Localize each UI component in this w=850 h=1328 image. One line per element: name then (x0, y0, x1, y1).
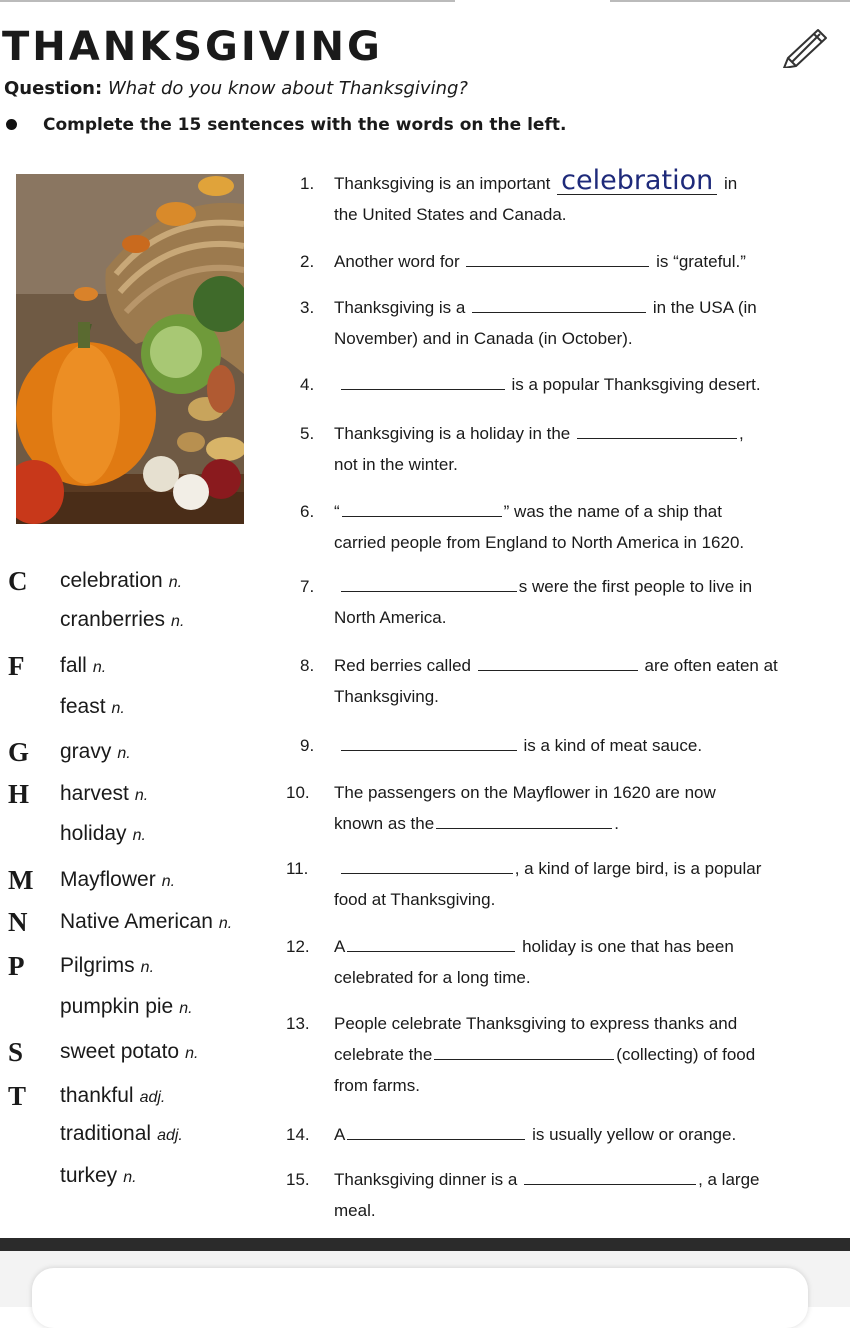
blank-8[interactable] (478, 652, 638, 671)
question-text: What do you know about Thanksgiving? (107, 78, 468, 99)
word-bank-item: feast n. (60, 695, 125, 718)
blank-11[interactable] (341, 855, 513, 874)
blank-3[interactable] (472, 294, 646, 313)
blank-2[interactable] (466, 248, 649, 267)
word-bank-item: P Pilgrims n. (8, 951, 155, 981)
blank-12[interactable] (347, 933, 515, 952)
sentence-3: 3. Thanksgiving is a in the USA (in November) and in Canada (in October). (300, 292, 757, 354)
bullet-icon (6, 119, 17, 130)
blank-15[interactable] (524, 1166, 696, 1185)
word-bank-item: holiday n. (60, 822, 146, 845)
word-bank-item: C celebration n. (8, 566, 183, 596)
word-bank-item: turkey n. (60, 1164, 137, 1187)
word-bank-item: N Native American n. (8, 907, 233, 937)
word-bank-item: T thankful adj. (8, 1081, 166, 1111)
sentence-8: 8. Red berries called are often eaten at Thanksgiving. (300, 650, 778, 712)
sentence-1: 1. Thanksgiving is an important celebration in the United States and Canada. (300, 165, 738, 224)
instruction (4, 115, 566, 135)
sentence-12: 12. A holiday is one that has been celebrated for a long time. (286, 931, 734, 993)
bottom-card[interactable] (32, 1268, 808, 1328)
word-bank-item: M Mayflower n. (8, 865, 176, 895)
sentence-9: 9. is a kind of meat sauce. (300, 730, 702, 761)
blank-6[interactable] (342, 498, 502, 517)
sentence-6: 6. “ ” was the name of a ship that carried people from England to North America in 1620. (300, 496, 744, 558)
sentence-5: 5. Thanksgiving is a holiday in the , not in the winter. (300, 418, 744, 480)
sentence-4: 4. is a popular Thanksgiving desert. (300, 369, 761, 400)
word-bank-item: pumpkin pie n. (60, 995, 193, 1018)
word-bank-item: cranberries n. (60, 608, 185, 631)
page-title: THANKSGIVING (2, 24, 383, 70)
blank-10[interactable] (436, 810, 612, 829)
word-bank-item: H harvest n. (8, 779, 149, 809)
word-bank-item: S sweet potato n. (8, 1037, 199, 1067)
sentence-15: 15. Thanksgiving dinner is a , a large meal. (286, 1164, 760, 1226)
blank-7[interactable] (341, 573, 517, 592)
blank-14[interactable] (347, 1121, 525, 1140)
blank-5[interactable] (577, 420, 737, 439)
question-label: Question: (4, 78, 103, 99)
sentence-11: 11. , a kind of large bird, is a popular food at Thanksgiving. (286, 853, 761, 915)
instruction-text: Complete the 15 sentences with the words on the left. (43, 115, 567, 135)
question (4, 78, 468, 99)
top-border-right (610, 0, 850, 2)
word-bank-item: traditional adj. (60, 1122, 183, 1145)
blank-13[interactable] (434, 1041, 614, 1060)
pencil-icon (780, 24, 832, 68)
blank-9[interactable] (341, 732, 517, 751)
thanksgiving-photo (16, 174, 244, 524)
word-bank-item: F fall n. (8, 651, 107, 681)
sentence-2: 2. Another word for is “grateful.” (300, 246, 746, 277)
sentence-7: 7. s were the first people to live in North America. (300, 571, 752, 633)
sentence-13: 13. People celebrate Thanksgiving to express thanks and celebrate the (collecting) of food from farms. (286, 1014, 756, 1095)
blank-4[interactable] (341, 371, 505, 390)
top-border-left (0, 0, 455, 2)
word-bank-item: G gravy n. (8, 737, 131, 767)
sentence-14: 14. A is usually yellow or orange. (286, 1119, 736, 1150)
bottom-divider (0, 1238, 850, 1251)
sentence-10: 10. The passengers on the Mayflower in 1620 are now known as the . (286, 783, 716, 833)
answer-1[interactable]: celebration (557, 168, 717, 195)
